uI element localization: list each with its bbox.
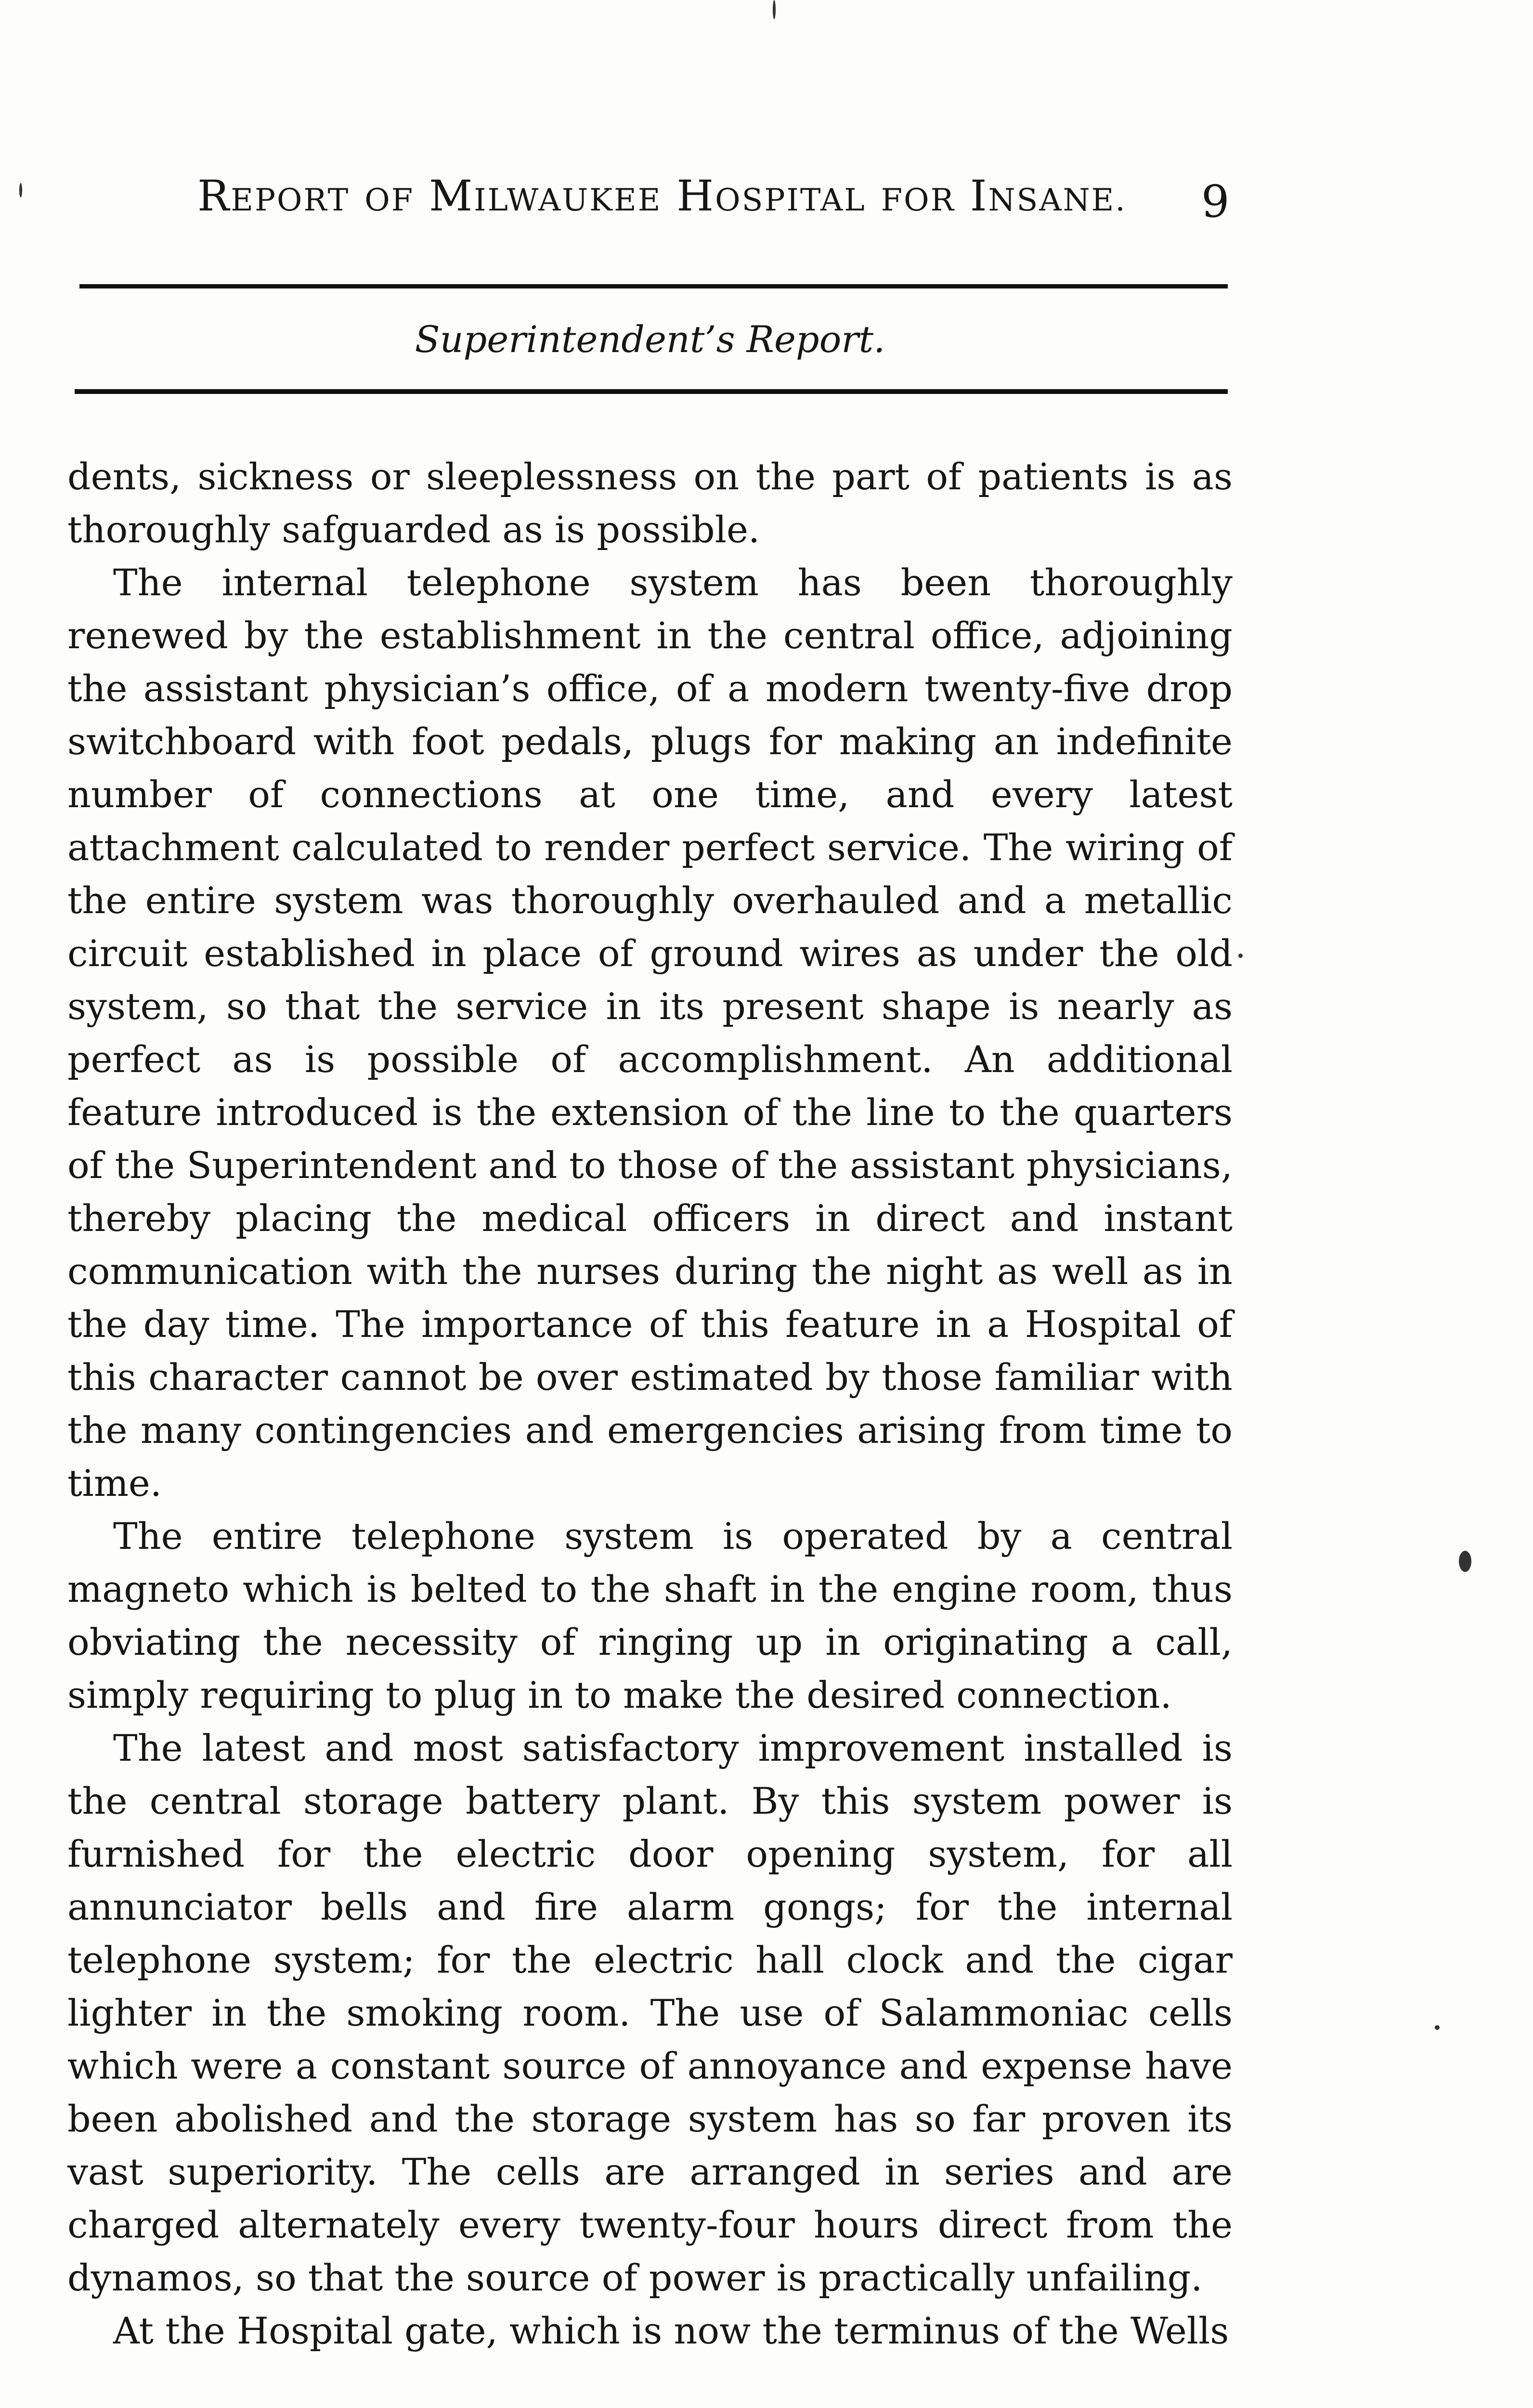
running-head-word: EPORT xyxy=(231,183,350,218)
page-number: 9 xyxy=(1201,176,1230,227)
section-title: Superintendent’s Report. xyxy=(415,318,885,361)
body-text xyxy=(67,450,1233,2357)
paragraph: dents, sickness or sleeplessness on the part of patients is as thoroughly safguarded as is possible. xyxy=(67,455,1233,551)
ink-speck xyxy=(1459,1551,1471,1572)
running-head-initial: H xyxy=(676,171,715,221)
running-head-initial: M xyxy=(429,171,474,221)
paragraph: The internal telephone system has been thoroughly renewed by the establishment in the central office, adjoining the assistant physician’s office, of a modern twenty-five drop switchboard with foot pedals, plugs for making an indefinite number of connections at one time, and every latest attachment calculated to render perfect service. The wiring of the entire system was thoroughly overhauled and a metallic circuit established in place of ground wires as under the old system, so that the service in its present shape is nearly as perfect as is possible of accomplishment. An additional feature introduced is the extension of the line to the quarters of the Superintendent and to those of the assistant physicians, thereby placing the medical officers in direct and instant communication with the nurses during the night as well as in the day time. The importance of this feature in a Hospital of this character cannot be over estimated by those familiar with the many contingencies and emergencies arising from time to time. xyxy=(67,561,1233,1505)
running-head-word: OSPITAL xyxy=(715,183,866,218)
ink-speck xyxy=(1435,2025,1440,2030)
running-head-initial: I xyxy=(970,171,988,221)
paragraph: The latest and most satisfactory improvement installed is the central storage battery plant. By this system power is furnished for the electric door opening system, for all annunciator bells and fire alarm gongs; for the internal telephone system; for the electric hall clock and the cigar lighter in the smoking room. The use of Salammoniac cells which were a constant source of annoyance and expense have been abolished and the storage system has so far proven its vast superiority. The cells are arranged in series and are charged alternately every twenty-four hours direct from the dynamos, so that the source of power is practically unfailing. xyxy=(67,1727,1233,2299)
running-head-initial: R xyxy=(197,171,231,221)
running-head-word: OF xyxy=(364,183,415,218)
ink-speck xyxy=(19,183,22,197)
ink-speck xyxy=(773,0,776,19)
running-head-word: FOR xyxy=(881,183,955,218)
running-head-word: NSANE. xyxy=(988,183,1127,218)
header-rule-bottom xyxy=(75,389,1228,394)
paragraph: The entire telephone system is operated by a central magneto which is belted to the shaft in the engine room, thus obviating the necessity of ringing up in originating a call, simply requiring to plug in to make the desired connection. xyxy=(67,1515,1233,1716)
paragraph: At the Hospital gate, which is now the terminus of the Wells xyxy=(113,2309,1229,2352)
ink-speck xyxy=(1238,954,1243,958)
running-head-word: ILWAUKEE xyxy=(474,183,662,218)
running-head xyxy=(197,171,1261,221)
header-rule-top xyxy=(79,284,1228,288)
